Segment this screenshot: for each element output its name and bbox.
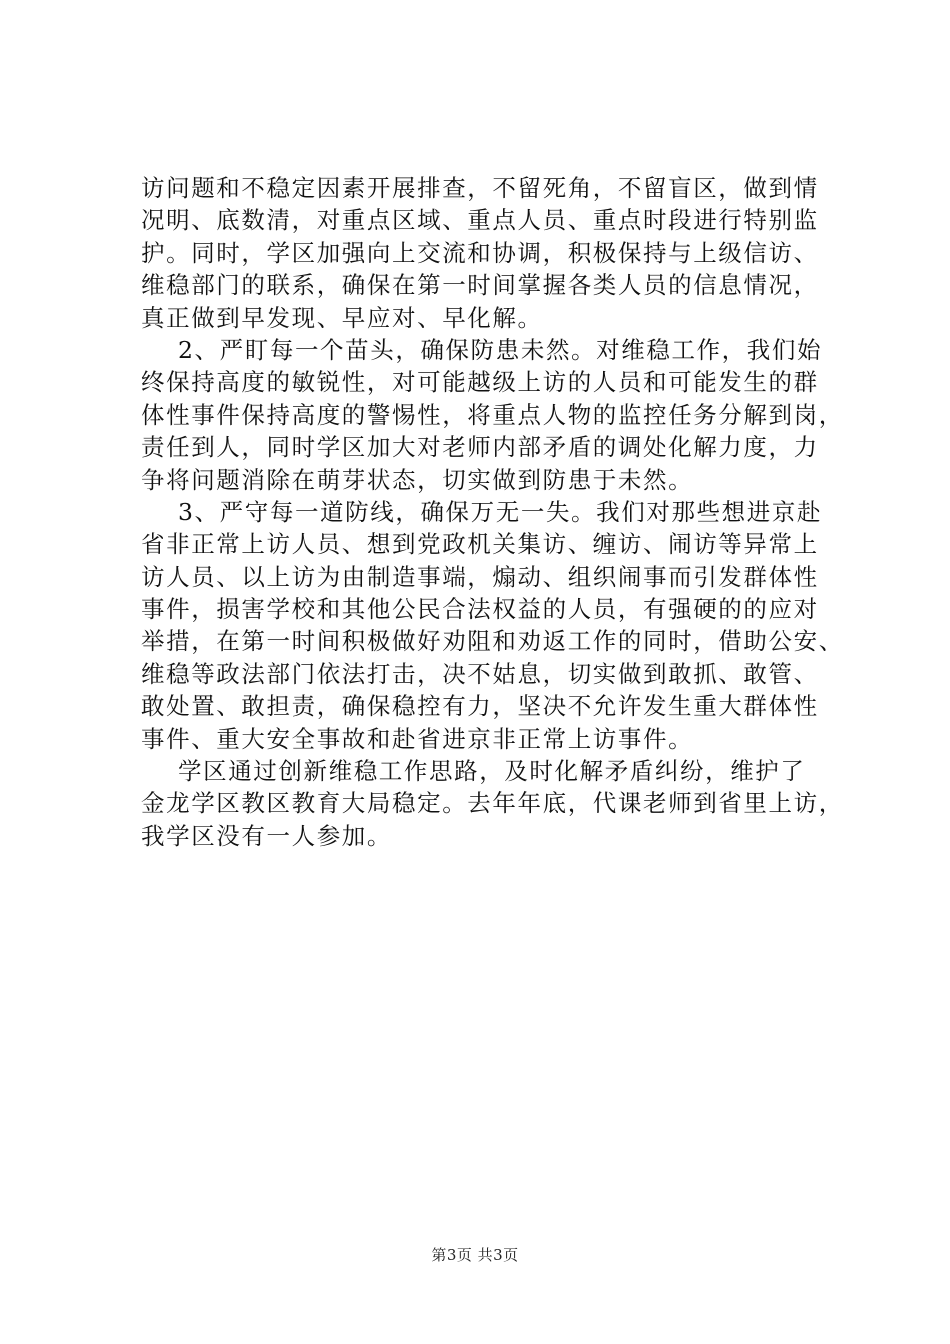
text-line: 维稳部门的联系，确保在第一时间掌握各类人员的信息情况， (141, 271, 819, 300)
paragraph-start-line: 3、严守每一道防线，确保万无一失。我们对那些想进京赴 (178, 497, 823, 526)
text-line: 况明、底数清，对重点区域、重点人员、重点时段进行特别监 (141, 206, 819, 235)
text-line: 事件、重大安全事故和赴省进京非正常上访事件。 (141, 724, 694, 753)
text-line: 事件，损害学校和其他公民合法权益的人员，有强硬的的应对 (141, 595, 819, 624)
document-body (141, 172, 844, 852)
text-line: 举措，在第一时间积极做好劝阻和劝返工作的同时，借助公安、 (141, 627, 844, 656)
text-line: 金龙学区教区教育大局稳定。去年年底，代课老师到省里上访， (141, 789, 844, 818)
text-line: 争将问题消除在萌芽状态，切实做到防患于未然。 (141, 465, 694, 494)
text-line: 我学区没有一人参加。 (141, 821, 392, 850)
text-line: 终保持高度的敏锐性，对可能越级上访的人员和可能发生的群 (141, 368, 819, 397)
paragraph-start-line: 学区通过创新维稳工作思路，及时化解矛盾纠纷，维护了 (178, 757, 806, 786)
text-line: 访人员、以上访为由制造事端，煽动、组织闹事而引发群体性 (141, 562, 819, 591)
text-line: 真正做到早发现、早应对、早化解。 (141, 303, 543, 332)
text-line: 责任到人，同时学区加大对老师内部矛盾的调处化解力度，力 (141, 433, 819, 462)
text-line: 体性事件保持高度的警惕性，将重点人物的监控任务分解到岗， (141, 400, 844, 429)
text-line: 访问题和不稳定因素开展排查，不留死角，不留盲区，做到情 (141, 174, 819, 202)
page-number-footer: 第3页 共3页 (431, 1246, 519, 1264)
text-line: 护。同时，学区加强向上交流和协调，积极保持与上级信访、 (141, 238, 819, 267)
text-line: 省非正常上访人员、想到党政机关集访、缠访、闹访等异常上 (141, 530, 819, 559)
text-line: 敢处置、敢担责，确保稳控有力，坚决不允许发生重大群体性 (141, 692, 819, 721)
paragraph-start-line: 2、严盯每一个苗头，确保防患未然。对维稳工作，我们始 (178, 335, 823, 364)
text-line: 维稳等政法部门依法打击，决不姑息，切实做到敢抓、敢管、 (141, 659, 819, 688)
